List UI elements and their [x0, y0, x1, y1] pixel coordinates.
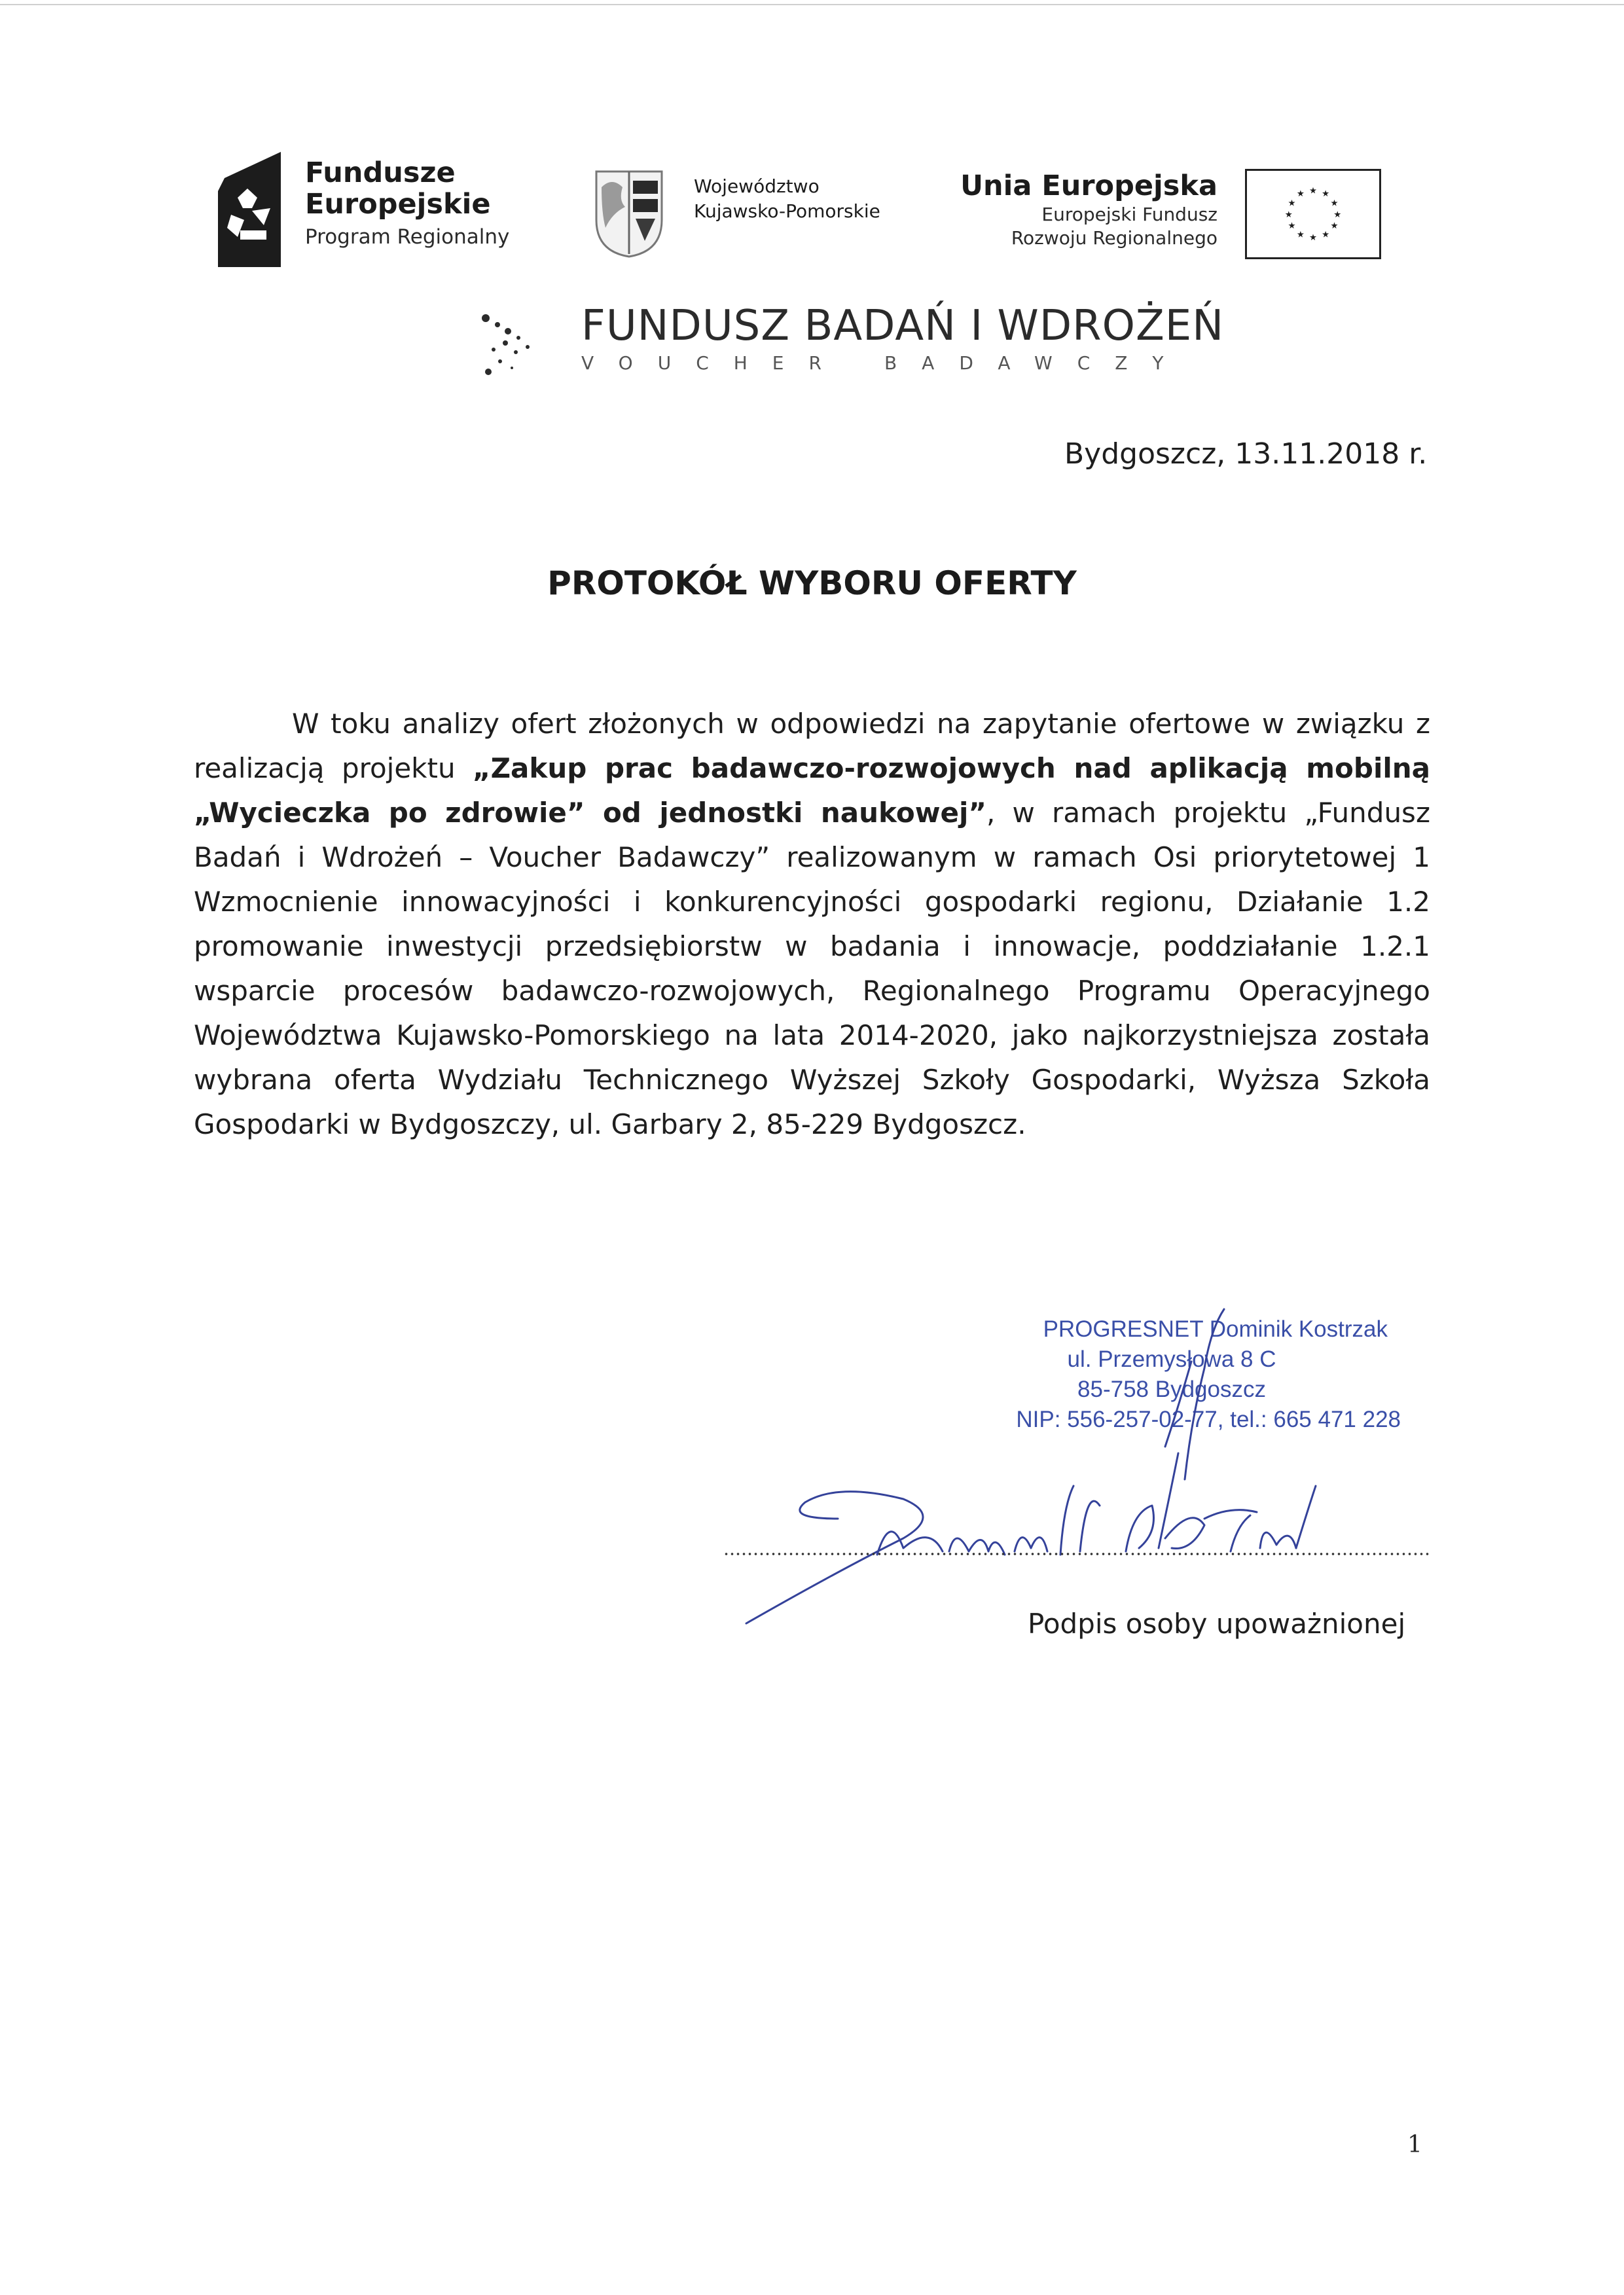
svg-text:★: ★ — [1288, 198, 1296, 209]
body-part1: W toku analizy ofert złożonych w odpowiedzi na zapytanie ofertowe w związku z realizacją projektu — [194, 708, 1430, 784]
document-date: Bydgoszcz, 13.11.2018 r. — [1064, 437, 1428, 471]
stamp-line3: 85-758 Bydgoszcz — [1077, 1377, 1266, 1402]
fbw-word2: BADAWCZY — [884, 352, 1189, 374]
fe-line1: Fundusze — [305, 156, 456, 189]
handwritten-signature-icon — [707, 1290, 1440, 1630]
unia-europejska-text — [916, 169, 1218, 250]
fe-line3: Program Regionalny — [305, 225, 510, 249]
body-part3: , w ramach projektu „Fundusz Badań i Wdrożeń – Voucher Badawczy” realizowanym w ramach Osi priorytetowej 1 Wzmocnienie innowacyjności i konkurencyjności gospodarki regionu, Działanie 1.2 promowanie inwestycji przedsiębiorstw w badania i innowacje, poddziałanie 1.2.1 wsparcie procesów badawczo-rozwojowych, Regionalnego Programu Operacyjnego Województwa Kujawsko-Pomorskiego na lata 2014-2020, jako najkorzystniejsza została wybrana oferta Wydziału Technicznego Wyższej Szkoły Gospodarki, Wyższa Szkoła Gospodarki w Bydgoszczy, ul. Garbary 2, 85-229 Bydgoszcz. — [194, 797, 1430, 1140]
fbw-dots-icon — [480, 313, 552, 385]
stamp-line1: PROGRESNET Dominik Kostrzak — [1043, 1316, 1388, 1342]
stamp-line2: ul. Przemysłowa 8 C — [1067, 1346, 1276, 1372]
woj-line1: Województwo — [694, 175, 820, 197]
svg-text:★: ★ — [1322, 189, 1330, 200]
ue-line3: Rozwoju Regionalnego — [1011, 227, 1218, 249]
svg-text:★: ★ — [1330, 221, 1339, 231]
fe-line2: Europejskie — [305, 188, 491, 221]
body-paragraph — [194, 702, 1430, 1147]
svg-text:★: ★ — [1288, 221, 1296, 231]
scan-top-edge — [0, 4, 1624, 5]
stamp-line4: NIP: 556-257-02-77, tel.: 665 471 228 — [1016, 1407, 1401, 1432]
fundusze-europejskie-text — [305, 157, 541, 251]
eu-flag-icon — [1245, 169, 1381, 259]
ue-line1: Unia Europejska — [960, 170, 1218, 202]
signature-caption: Podpis osoby upoważnionej — [1028, 1608, 1406, 1640]
svg-text:★: ★ — [1296, 230, 1305, 240]
fundusze-europejskie-logo-icon — [218, 152, 281, 267]
fbw-word1: VOUCHER — [581, 352, 846, 374]
body-project-name: „Zakup prac badawczo-rozwojowych nad aplikacją mobilną „Wycieczka po zdrowie” od jednostki naukowej” — [194, 752, 1430, 829]
svg-text:★: ★ — [1309, 233, 1317, 244]
fbw-subtitle — [581, 352, 1189, 374]
svg-text:★: ★ — [1284, 209, 1293, 220]
signature-line — [723, 1553, 1429, 1555]
document-title: PROTOKÓŁ WYBORU OFERTY — [547, 564, 1077, 602]
wojewodztwo-crest-icon — [592, 168, 666, 259]
ue-line2: Europejski Fundusz — [1041, 204, 1218, 225]
svg-text:★: ★ — [1309, 186, 1317, 196]
woj-line2: Kujawsko-Pomorskie — [694, 200, 880, 222]
fbw-title: FUNDUSZ BADAŃ I WDROŻEŃ — [581, 302, 1225, 350]
svg-text:★: ★ — [1322, 230, 1330, 240]
wojewodztwo-text — [694, 174, 880, 224]
svg-text:★: ★ — [1296, 189, 1305, 200]
svg-text:★: ★ — [1330, 198, 1339, 209]
svg-text:★: ★ — [1333, 209, 1342, 220]
page-number: 1 — [1407, 2131, 1422, 2158]
